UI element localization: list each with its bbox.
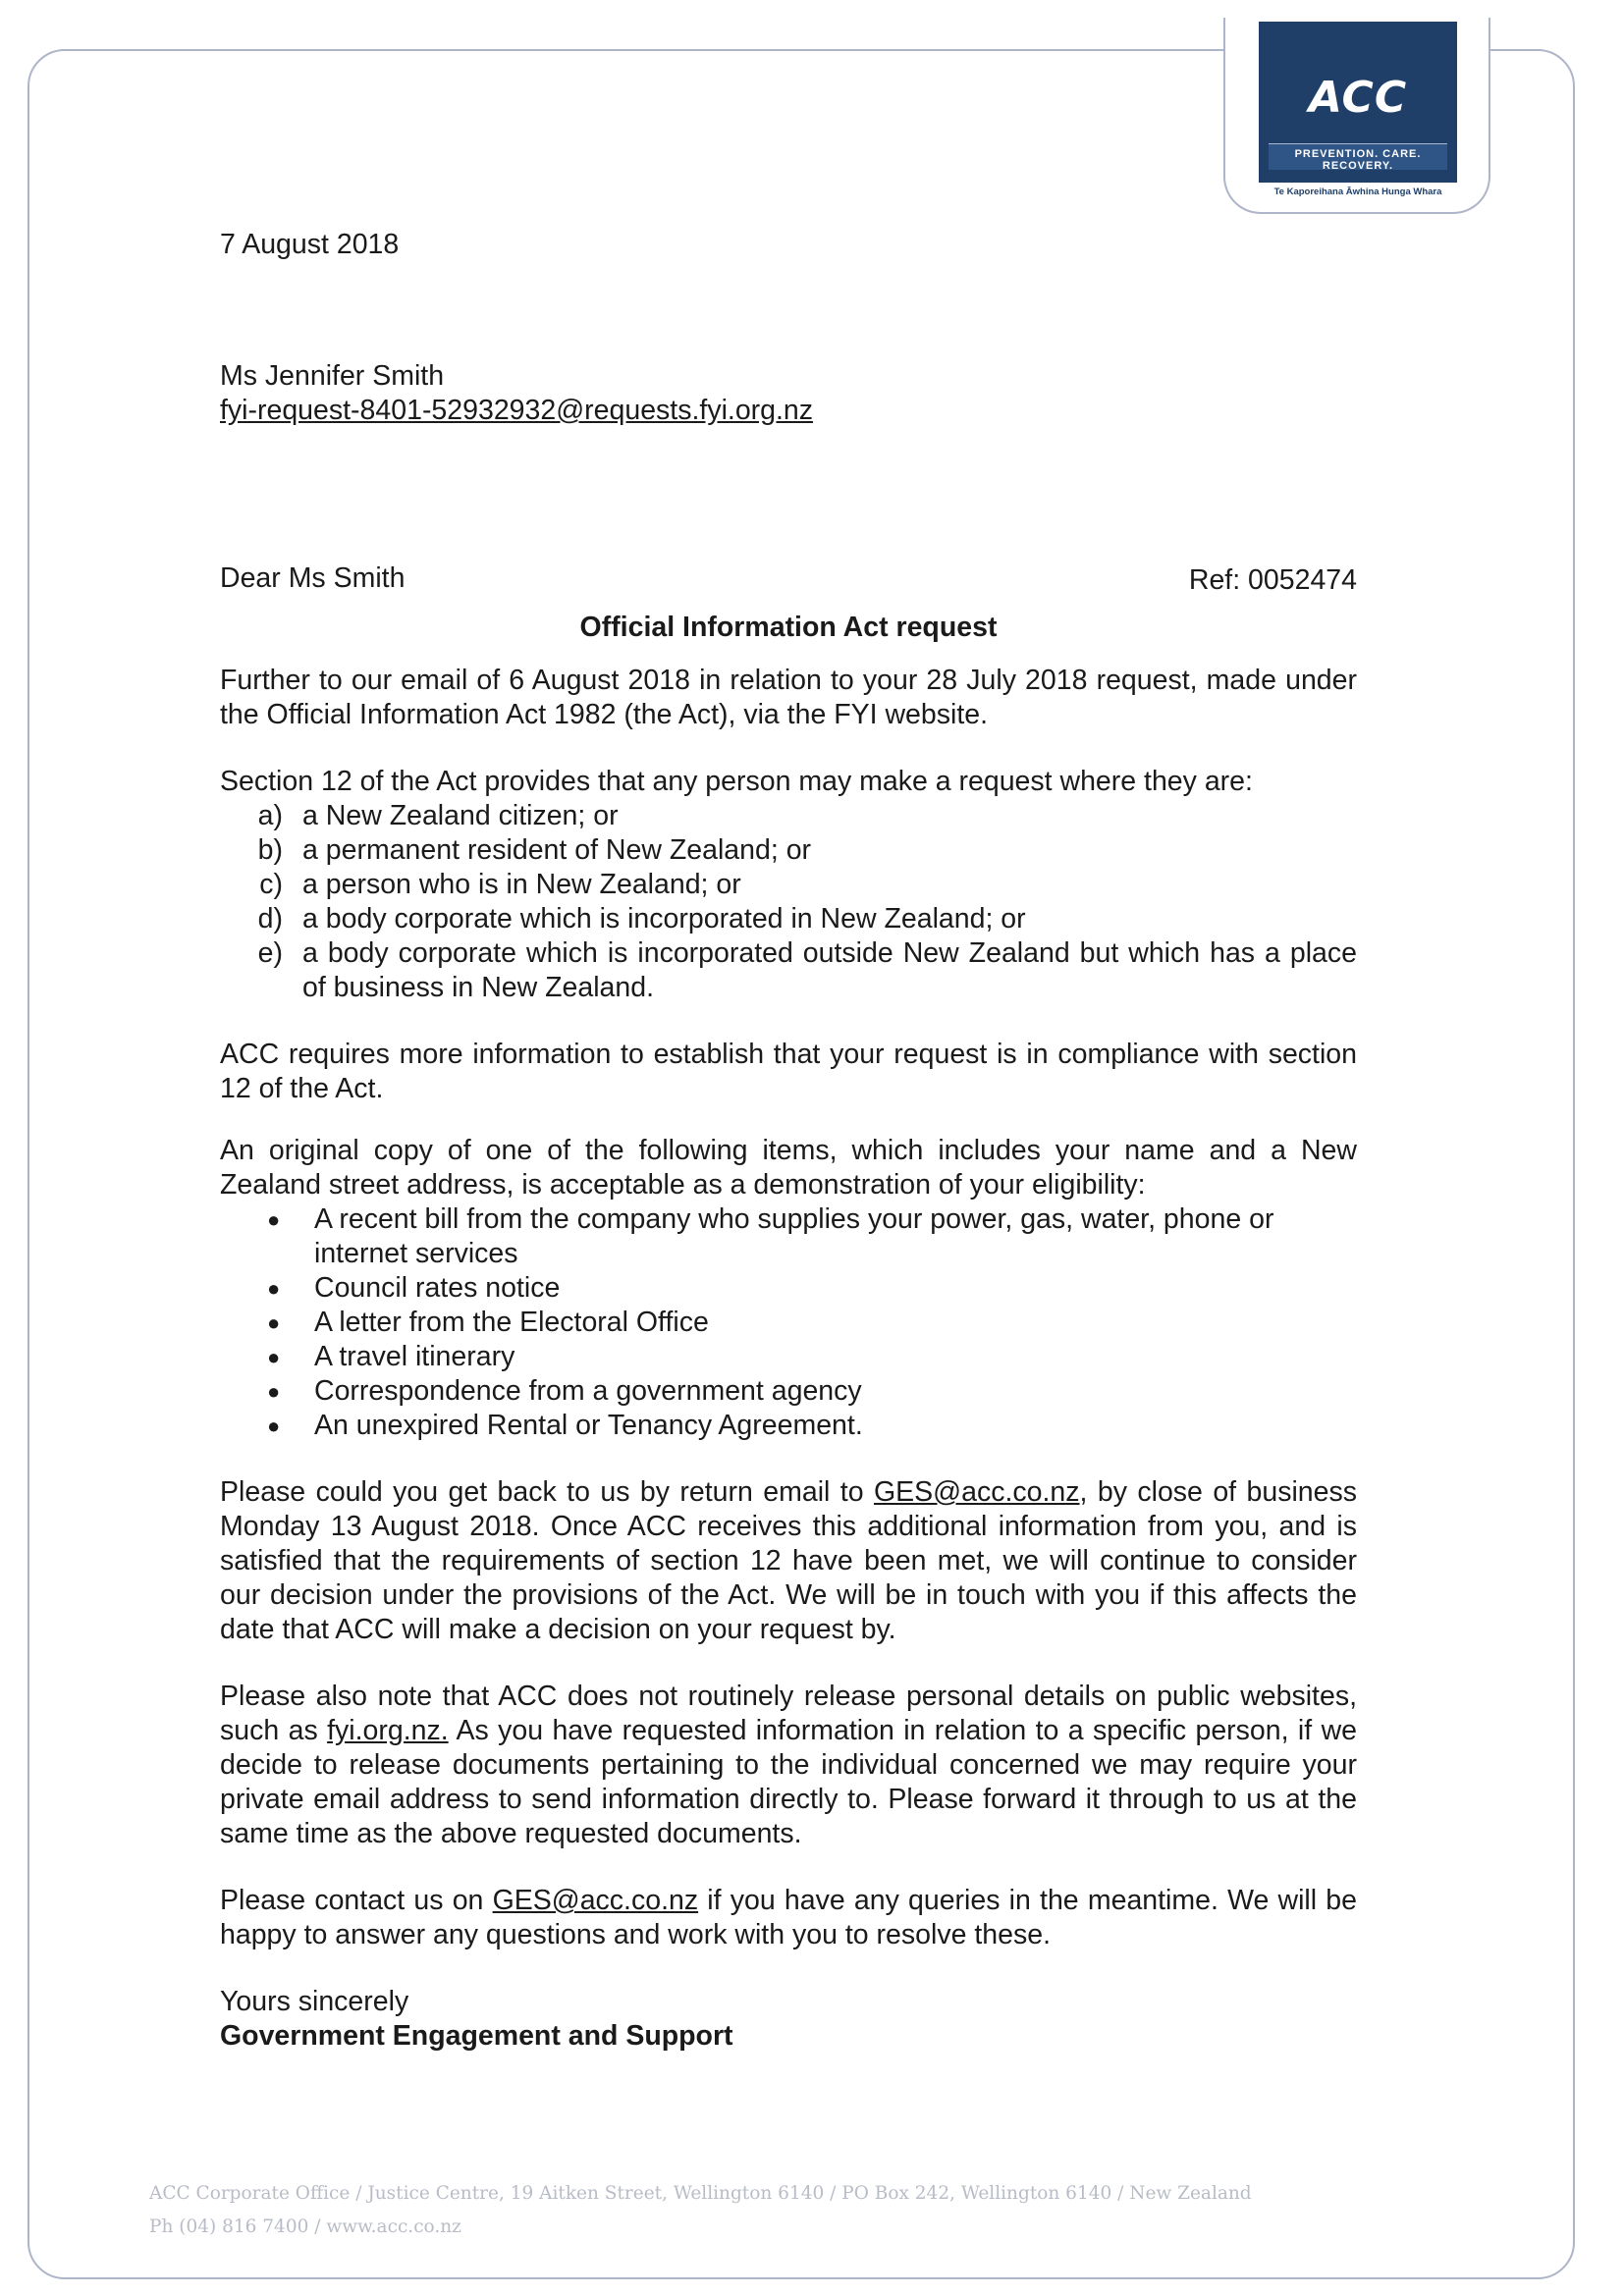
eligibility-list <box>220 1202 1357 1443</box>
recipient-email-link[interactable]: fyi-request-8401-52932932@requests.fyi.org.nz <box>220 395 814 426</box>
compliance-paragraph: ACC requires more information to establish that your request is in compliance with section 12 of the Act. <box>220 1039 1357 1104</box>
logo-tagline: PREVENTION. CARE. RECOVERY. <box>1294 148 1422 172</box>
recipient-name: Ms Jennifer Smith <box>220 360 445 392</box>
logo-maori-name: Te Kaporeihana Āwhina Hunga Whara <box>1273 187 1442 197</box>
return-email-paragraph: Please could you get back to us by return email to GES@acc.co.nz, by close of business Monday 13 August 2018. Once ACC receives this additional information from you, and is satisfied that the requirements of section 12 have been met, we will continue to consider our decision under the provisions of the Act. We will be in touch with you if this affects the date that ACC will make a decision on your request by. <box>220 1476 1357 1645</box>
original-copy-paragraph: An original copy of one of the following items, which includes your name and a New Zealand street address, is acceptable as a demonstration of your eligibility: <box>220 1135 1357 1201</box>
personal-details-paragraph: Please also note that ACC does not routinely release personal details on public websites, such as fyi.org.nz. As you have requested information in relation to a specific person, if we decide to release documents pertaining to the individual concerned we may require your private email address to send information directly to. Please forward it through to us at the same time as the above requested documents. <box>220 1681 1357 1849</box>
list-item: ● Correspondence from a government agency <box>267 1375 862 1407</box>
reference-number: Ref: 0052474 <box>1188 564 1357 596</box>
list-item: a) a New Zealand citizen; or <box>257 800 619 831</box>
section12-lead: Section 12 of the Act provides that any person may make a request where they are: <box>220 766 1253 797</box>
list-item: ● An unexpired Rental or Tenancy Agreement. <box>267 1410 863 1441</box>
ges-email-link[interactable]: GES@acc.co.nz <box>873 1476 1080 1508</box>
fyi-website-link[interactable]: fyi.org.nz. <box>327 1715 449 1746</box>
contact-paragraph: Please contact us on GES@acc.co.nz if you have any queries in the meantime. We will be happy to answer any questions and work with you to resolve these. <box>220 1885 1357 1950</box>
list-item: ● Council rates notice <box>267 1272 561 1304</box>
recipient-block <box>220 359 813 428</box>
acc-logo <box>1259 22 1457 183</box>
footer-contact: Ph (04) 816 7400 / www.acc.co.nz <box>149 2216 461 2237</box>
subject-heading: Official Information Act request <box>579 612 998 643</box>
section12-list <box>220 799 1357 1005</box>
signatory: Government Engagement and Support <box>220 2020 733 2052</box>
list-item: c) a person who is in New Zealand; or <box>259 869 741 900</box>
letterhead-footer <box>149 2177 1252 2244</box>
ges-email-link[interactable]: GES@acc.co.nz <box>492 1885 699 1916</box>
letter-date: 7 August 2018 <box>220 229 400 260</box>
list-item: d) a body corporate which is incorporated in New Zealand; or <box>257 903 1026 934</box>
list-item: ● A recent bill from the company who supplies your power, gas, water, phone or internet services <box>267 1203 1274 1269</box>
list-item: e) a body corporate which is incorporated outside New Zealand but which has a place of business in New Zealand. <box>257 937 1357 1003</box>
intro-paragraph: Further to our email of 6 August 2018 in relation to your 28 July 2018 request, made under the Official Information Act 1982 (the Act), via the FYI website. <box>220 665 1357 730</box>
list-item: b) a permanent resident of New Zealand; or <box>257 834 812 866</box>
closing: Yours sincerely <box>220 1986 409 2017</box>
footer-address: ACC Corporate Office / Justice Centre, 19 Aitken Street, Wellington 6140 / PO Box 242, Wellington 6140 / New Zealand <box>149 2183 1252 2204</box>
letter-body <box>220 664 1357 2054</box>
acc-logo-wordmark: ACC <box>1308 73 1408 123</box>
salutation: Dear Ms Smith <box>220 562 406 594</box>
list-item: ● A travel itinerary <box>267 1341 515 1372</box>
list-item: ● A letter from the Electoral Office <box>267 1307 709 1338</box>
